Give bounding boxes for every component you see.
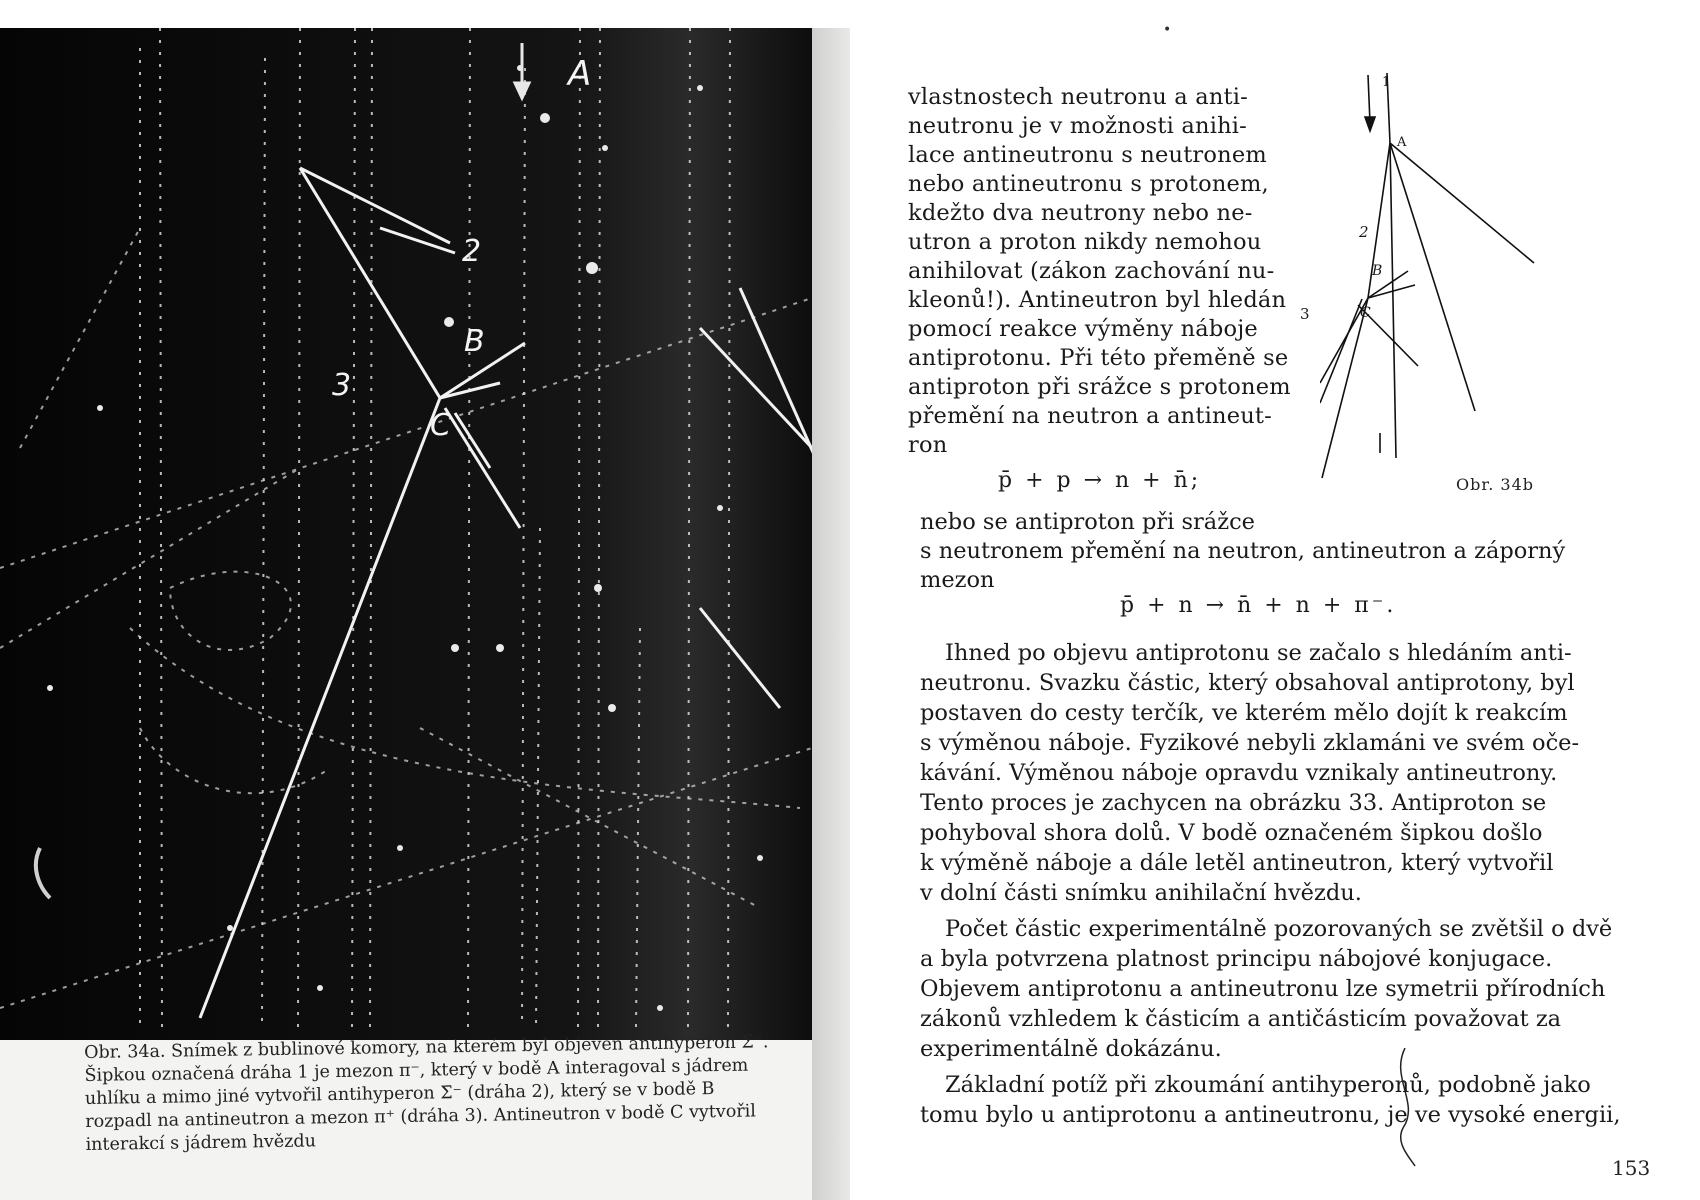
text-line: utron a proton nikdy nemohou <box>908 229 1262 255</box>
text-line: kleonů!). Antineutron byl hledán <box>908 287 1287 313</box>
figure-label-b: B <box>1372 263 1383 279</box>
page-gutter <box>812 28 850 1200</box>
photo-label-3: 3 <box>332 368 352 403</box>
bubble-chamber-tracks <box>0 28 812 1040</box>
photo-label-c: C <box>430 408 451 443</box>
text-line: antiprotonu. Při této přeměně se <box>908 345 1289 371</box>
scan-margin <box>0 0 1700 28</box>
text-line: pomocí reakce výměny náboje <box>908 316 1258 342</box>
text-line: Počet částic experimentálně pozorovaných se zvětšil o dvě <box>945 916 1613 942</box>
text-line: Ihned po objevu antiprotonu se začalo s hledáním anti- <box>945 640 1572 666</box>
pencil-mark <box>1385 1048 1425 1168</box>
text-line: anihilovat (zákon zachování nu- <box>908 258 1275 284</box>
text-line: zákonů vzhledem k částicím a antičásticím považovat za <box>920 1006 1562 1032</box>
text-line: experimentálně dokázánu. <box>920 1036 1222 1062</box>
text-line: pohyboval shora dolů. V bodě označeném šipkou došlo <box>920 820 1543 846</box>
text-line: lace antineutronu s neutronem <box>908 142 1267 168</box>
photo-label-a: A <box>568 54 592 94</box>
figure-caption-34a <box>84 1030 826 1157</box>
page-number: 153 <box>1612 1156 1651 1180</box>
text-line: s neutronem přemění na neutron, antineutron a záporný <box>920 538 1566 564</box>
figure-label-3: 3 <box>1300 305 1310 323</box>
text-line: kávání. Výměnou náboje opravdu vznikaly antineutrony. <box>920 760 1558 786</box>
text-line: kdežto dva neutrony nebo ne- <box>908 200 1253 226</box>
text-line: nebo se antiproton při srážce <box>920 509 1255 535</box>
figure-label-a: A <box>1397 135 1407 150</box>
caption-line: interakcí s jádrem hvězdu <box>85 1131 317 1155</box>
figure-label-c: C <box>1360 305 1371 321</box>
text-line: Objevem antiprotonu a antineutronu lze symetrii přírodních <box>920 976 1606 1002</box>
figure-label-1: 1 <box>1382 75 1391 90</box>
right-page <box>850 22 1700 1200</box>
paragraph <box>920 638 1700 908</box>
paragraph <box>920 914 1700 1064</box>
text-line: antiproton při srážce s protonem <box>908 374 1291 400</box>
text-line: nebo antineutronu s protonem, <box>908 171 1269 197</box>
text-line: k výměně náboje a dále letěl antineutron, který vytvořil <box>920 850 1554 876</box>
text-line: vlastnostech neutronu a anti- <box>908 84 1248 110</box>
text-line: tomu bylo u antiprotonu a antineutronu, je ve vysoké energii, <box>920 1102 1621 1128</box>
equation-2: p̄ + n → n̄ + n + π⁻. <box>1120 593 1397 618</box>
caption-line: Šipkou označená dráha 1 je mezon π⁻, který v bodě A interagoval s jádrem <box>84 1055 749 1086</box>
equation-1: p̄ + p → n + n̄; <box>998 468 1202 493</box>
photo-label-b: B <box>464 324 485 359</box>
text-line: neutronu je v možnosti anihi- <box>908 113 1247 139</box>
scan-speck: • <box>1163 22 1172 38</box>
caption-line: rozpadl na antineutron a mezon π⁺ (dráha 3). Antineutron v bodě C vytvořil <box>85 1101 757 1132</box>
text-line: postaven do cesty terčík, ve kterém mělo dojít k reakcím <box>920 700 1568 726</box>
photo-label-2: 2 <box>462 234 482 269</box>
text-line: a byla potvrzena platnost principu nábojové konjugace. <box>920 946 1553 972</box>
caption-line: uhlíku a mimo jiné vytvořil antihyperon Σ̄⁻ (dráha 2), který se v bodě B <box>84 1079 715 1109</box>
figure-label-2: 2 <box>1359 223 1369 241</box>
text-line: přemění na neutron a antineut- <box>908 403 1272 429</box>
text-line: neutronu. Svazku částic, který obsahoval antiprotony, byl <box>920 670 1575 696</box>
text-column <box>908 83 1363 460</box>
text-line: Tento proces je zachycen na obrázku 33. Antiproton se <box>920 790 1547 816</box>
text-line: mezon <box>920 567 995 593</box>
text-block <box>920 508 1700 595</box>
track-diagram <box>1320 73 1540 493</box>
bubble-chamber-photo <box>0 28 812 1040</box>
figure-caption-34b: Obr. 34b <box>1456 475 1535 494</box>
caption-line: Obr. 34a. Snímek z bublinové komory, na kterém byl objeven antihyperon Σ̄⁻. <box>84 1032 769 1063</box>
text-line: v dolní části snímku anihilační hvězdu. <box>920 880 1362 906</box>
figure-34b-diagram <box>1300 73 1540 493</box>
paragraph <box>920 1070 1700 1130</box>
text-line: ron <box>908 432 948 458</box>
body-text <box>920 638 1700 1136</box>
left-page <box>0 28 850 1200</box>
text-line: Základní potíž při zkoumání antihyperonů, podobně jako <box>945 1072 1591 1098</box>
text-line: s výměnou náboje. Fyzikové nebyli zklamáni ve svém oče- <box>920 730 1580 756</box>
